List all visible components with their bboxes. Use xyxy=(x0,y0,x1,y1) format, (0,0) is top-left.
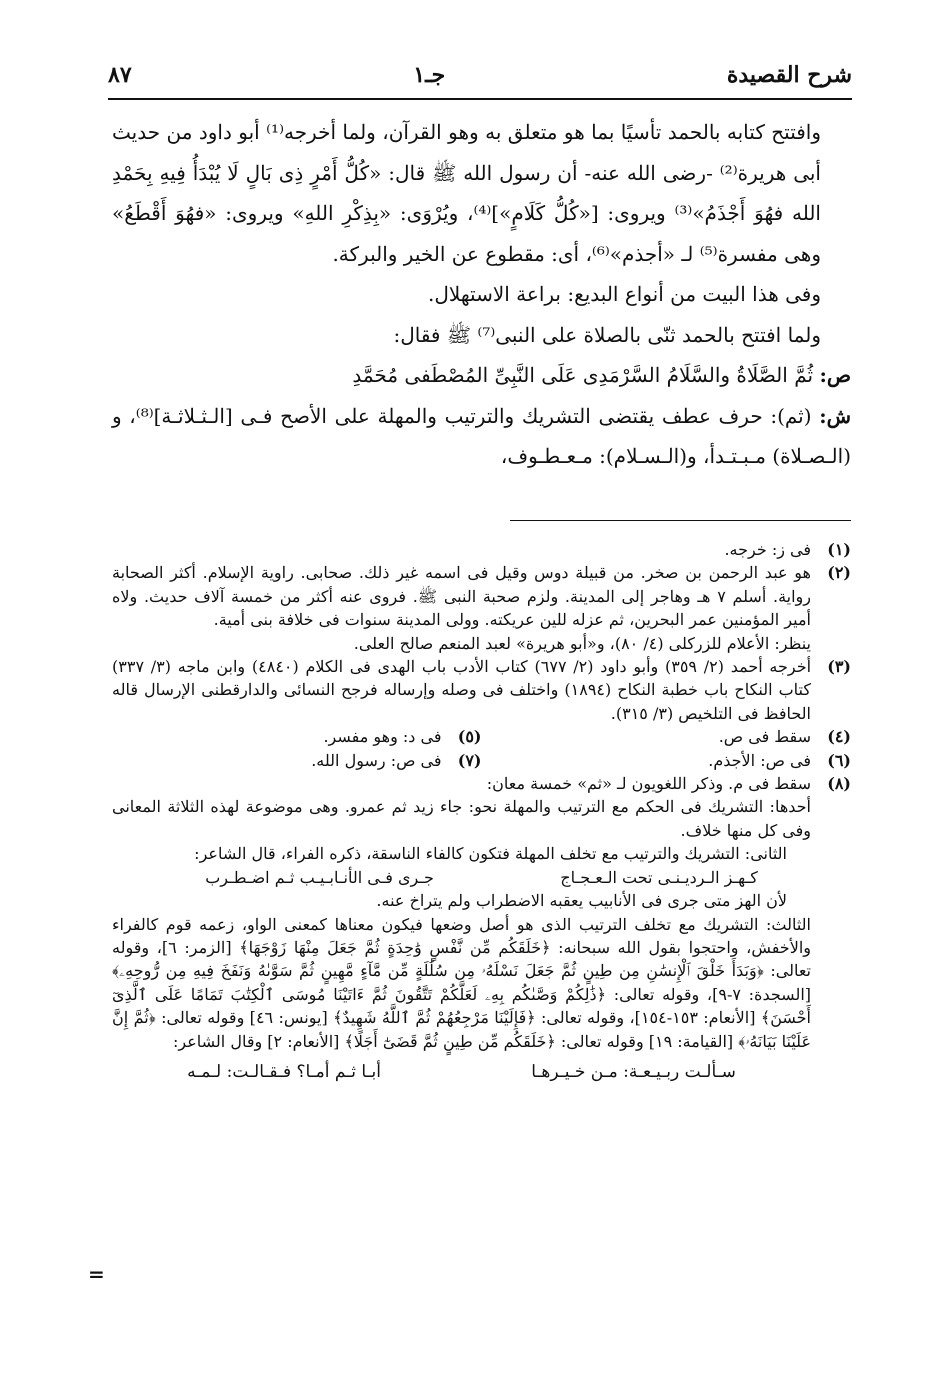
footnote-8-after-poem: لأن الهز متى جرى فى الأنابيب يعقبه الاضطراب ولم يتراخ عنه. xyxy=(376,891,787,911)
header-volume: جـ١ xyxy=(413,62,446,88)
footnote-text: فى د: وهو مفسر. xyxy=(323,727,442,747)
footnote-text: هو عبد الرحمن بن صخر. من قبيلة دوس وقيل فى اسمه غير ذلك. صحابى. راوية الإسلام. أكثر الصحابة رواية. أسلم ٧ هـ وهاجر إلى المدينة. ولزم صحبة النبى ﷺ. فروى عنه أكثر من خمسة آلاف حديث. ولاه أمير المؤمنين عمر البحرين، ثم عزله للين عريكته. وولى المدينة سنوات فى خلافة بنى أمية. xyxy=(112,563,812,630)
paragraph-3: ولما افتتح بالحمد ثنّى بالصلاة على النبى⁽⁷⁾ ﷺ فقال: xyxy=(393,322,821,347)
footnote-rule xyxy=(510,520,851,521)
footnote-8-third-meaning: الثالث: التشريك مع تخلف الترتيب الذى هو أصل وضعها فيكون معناها كمعنى الواو، زعمه قوم كالفراء والأخفش، واحتجوا بقول الله سبحانه: ﴿خَلَقَكُم مِّن نَّفْسٍ وَٰحِدَةٍ ثُمَّ جَعَلَ مِنْهَا زَوْجَهَا﴾ [الزمر: ٦]، وقوله تعالى: ﴿وَبَدَأَ خَلْقَ ٱلْإِنسَٰنِ مِن طِينٍ ثُمَّ جَعَلَ نَسْلَهُۥ مِن سُلَٰلَةٍ مِّن مَّآءٍ مَّهِينٍ ثُمَّ سَوَّىٰهُ وَنَفَخَ فِيهِ مِن رُّوحِهِۦ﴾ [السجدة: ٧-٩]، وقوله تعالى: ﴿ذَٰلِكُمْ وَصَّىٰكُم بِهِۦ لَعَلَّكُمْ تَتَّقُونَ ثُمَّ ءَاتَيْنَا مُوسَى ٱلْكِتَٰبَ تَمَامًا عَلَى ٱلَّذِىٓ أَحْسَنَ﴾ [الأنعام: ١٥٣-١٥٤]، وقوله تعالى: ﴿فَإِلَيْنَا مَرْجِعُهُمْ ثُمَّ ٱللَّهُ شَهِيدٌ﴾ [يونس: ٤٦] وقوله تعالى: ﴿ثُمَّ إِنَّ عَلَيْنَا بَيَانَهُۥ﴾ [القيامة: ١٩] وقوله تعالى: ﴿خَلَقَكُم مِّن طِينٍ ثُمَّ قَضَىٰٓ أَجَلًا﴾ [الأنعام: ٢] وقال الشاعر: xyxy=(112,914,812,1051)
poem-hemistich-right: سـألـت ربـيـعـة: مـن خـيـرهـا xyxy=(531,1061,736,1082)
footnote-text: سقط فى م. وذكر اللغويون لـ «ثم» خمسة معان: xyxy=(486,774,811,794)
footnote-5 xyxy=(112,725,482,748)
header-page-number: ٨٧ xyxy=(108,62,132,88)
footnote-8-second-meaning: الثانى: التشريك والترتيب مع تخلف المهلة فتكون كالفاء الناسقة، ذكره الفراء، قال الشاعر: xyxy=(194,844,787,864)
poem-hemistich-right: كـهـز الـرديـنـى تحت الـعـجـاج xyxy=(560,867,758,887)
paragraph-2: وفى هذا البيت من أنواع البديع: براعة الاستهلال. xyxy=(428,282,821,306)
header-rule xyxy=(108,98,852,100)
footnote-number: (٢) xyxy=(827,563,851,583)
running-header xyxy=(108,62,852,96)
commentary xyxy=(112,396,851,477)
footnotes-6-7 xyxy=(112,749,851,772)
poem-hemistich-left: جـرى فـى الأنـابـيـب ثـم اضـطـرب xyxy=(205,867,434,887)
footnote-text: فى ص: الأجذم. xyxy=(708,750,811,770)
footnote-2 xyxy=(112,561,851,631)
footnote-2-reference: ينظر: الأعلام للزركلى (٤/ ٨٠)، و«أبو هريرة» لعبد المنعم صالح العلى. xyxy=(353,633,811,653)
margin-continuation-mark: = xyxy=(88,1262,105,1286)
footnote-6 xyxy=(482,749,852,772)
footnotes-4-5 xyxy=(112,725,851,748)
verse-text: ثُمَّ الصَّلَاةُ والسَّلَامُ السَّرْمَدِى عَلَى النَّبِىِّ المُصْطَفى مُحَمَّدِ xyxy=(352,363,814,387)
footnote-1 xyxy=(112,538,851,561)
footnote-number: (٣) xyxy=(827,657,851,677)
footnote-8 xyxy=(112,772,851,795)
commentary-tag: ش: xyxy=(819,403,852,428)
commentary-text: (ثم): حرف عطف يقتضى التشريك والترتيب والمهلة على الأصح فـى [الـثـلاثـة]⁽⁸⁾، و (الـصـلاة) مـبـتـدأ، و(الـسـلام): مـعـطـوف، xyxy=(112,403,851,468)
footnote-number: (١) xyxy=(827,540,851,559)
footnote-text: أخرجه أحمد (٢/ ٣٥٩) وأبو داود (٢/ ٦٧٧) كتاب الأدب باب الهدى فى الكلام (٤٨٤٠) وابن ماجه (٣/ ٣٣٧) كتاب النكاح باب خطبة النكاح (١٨٩٤) واختلف فى وصله وإرساله فرجح النسائى والدارقطنى الإرسال قاله الحافظ فى التلخيص (٣/ ٣١٥). xyxy=(112,657,812,723)
footnotes xyxy=(112,538,851,1084)
paragraph-1: وافتتح كتابه بالحمد تأسيًا بما هو متعلق به وهو القرآن، ولما أخرجه⁽¹⁾ أبو داود من حديث أبى هريرة⁽²⁾ -رضى الله عنه- أن رسول الله ﷺ قال: «كُلُّ أَمْرٍ ذِى بَالٍ لَا يُبْدَأُ فِيهِ بِحَمْدِ الله فهُوَ أَجْذَمُ»⁽³⁾ ويروى: [«كُلُّ كَلَامٍ»]⁽⁴⁾، ويُرْوَى: «بِذِكْرِ اللهِ» ويروى: «فهُوَ أَقْطَعُ» وهى مفسرة⁽⁵⁾ لـ «أجذم»⁽⁶⁾، أى: مقطوع عن الخير والبركة. xyxy=(112,120,821,266)
footnote-4 xyxy=(482,725,852,748)
footnote-3 xyxy=(112,655,851,725)
poem-hemistich-left: أبـا ثـم أمـا؟ فـقـالـت: لـمـه xyxy=(187,1061,381,1082)
verse-tag: ص: xyxy=(819,363,851,387)
footnote-text: فى ز: خرجه. xyxy=(724,540,811,559)
footnote-8-poem xyxy=(112,866,851,889)
footnote-text: سقط فى ص. xyxy=(718,727,811,747)
footnote-number: (٧) xyxy=(457,750,482,770)
footnote-7 xyxy=(112,749,482,772)
main-text xyxy=(112,112,851,477)
footnote-text: فى ص: رسول الله. xyxy=(311,750,442,770)
footnote-8-poem-2 xyxy=(112,1061,851,1084)
verse-line xyxy=(112,355,851,396)
footnote-8-first-meaning: أحدها: التشريك فى الحكم مع الترتيب والمهلة نحو: جاء زيد ثم عمرو. وهى موضوعة لهذه الثلاثة المعانى وفى كل منها خلاف. xyxy=(112,797,811,840)
footnote-number: (٦) xyxy=(827,750,851,770)
footnote-number: (٥) xyxy=(457,727,482,747)
header-title: شرح القصيدة xyxy=(726,62,852,88)
footnote-number: (٤) xyxy=(827,727,851,747)
footnote-number: (٨) xyxy=(827,774,851,794)
